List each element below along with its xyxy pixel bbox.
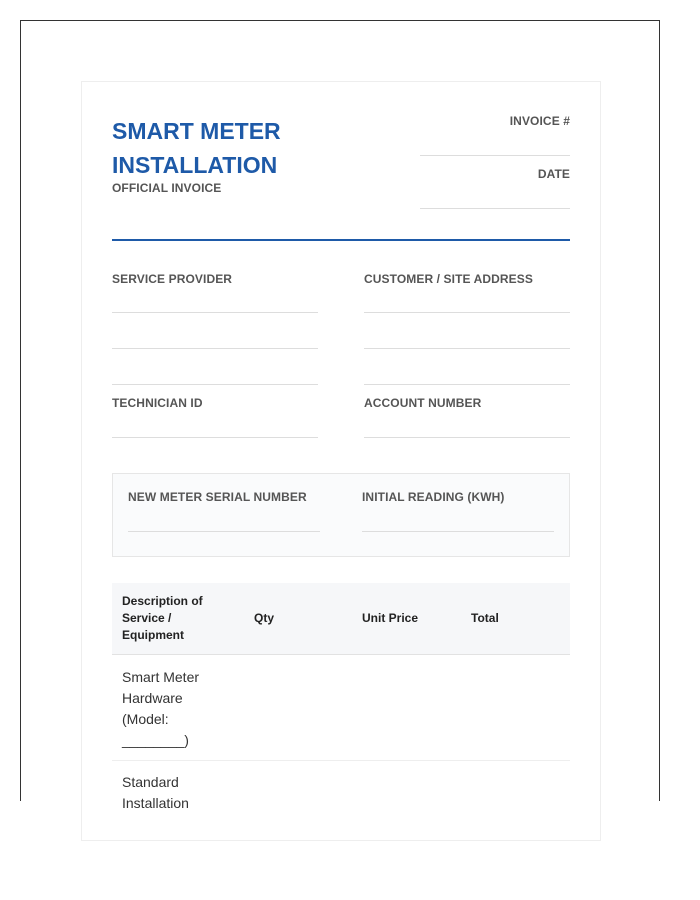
account-number-field[interactable] xyxy=(364,437,570,438)
service-provider-line-2[interactable] xyxy=(112,348,318,349)
column-header-total: Total xyxy=(471,611,499,625)
invoice-subtitle: OFFICIAL INVOICE xyxy=(112,181,222,195)
table-row-description: Standard Installation xyxy=(122,774,189,811)
date-label: DATE xyxy=(537,167,570,181)
invoice-page xyxy=(81,81,601,841)
date-field[interactable] xyxy=(420,208,570,209)
document-viewport[interactable] xyxy=(20,20,660,811)
serial-number-label: NEW METER SERIAL NUMBER xyxy=(128,490,307,504)
serial-number-field[interactable] xyxy=(128,531,320,532)
invoice-number-field[interactable] xyxy=(420,155,570,156)
customer-address-label: CUSTOMER / SITE ADDRESS xyxy=(364,272,533,286)
technician-id-field[interactable] xyxy=(112,437,318,438)
customer-address-line-1[interactable] xyxy=(364,312,570,313)
initial-reading-field[interactable] xyxy=(362,531,554,532)
invoice-title: SMART METER INSTALLATION xyxy=(112,118,281,178)
table-row-description: Smart Meter Hardware (Model: ________) xyxy=(122,669,200,748)
items-table-header xyxy=(112,583,570,655)
column-header-unit-price: Unit Price xyxy=(362,611,419,625)
customer-address-line-2[interactable] xyxy=(364,348,570,349)
customer-address-line-3[interactable] xyxy=(364,384,570,385)
invoice-number-label: INVOICE # xyxy=(509,114,570,128)
table-row-divider xyxy=(112,760,570,761)
service-provider-line-1[interactable] xyxy=(112,312,318,313)
service-provider-line-3[interactable] xyxy=(112,384,318,385)
header-divider xyxy=(112,239,570,241)
initial-reading-label: INITIAL READING (KWH) xyxy=(362,490,505,504)
meter-details-box xyxy=(112,473,570,557)
column-header-description: Description of Service / Equipment xyxy=(122,594,203,642)
column-header-qty: Qty xyxy=(254,611,275,625)
account-number-label: ACCOUNT NUMBER xyxy=(364,396,482,410)
service-provider-label: SERVICE PROVIDER xyxy=(112,272,233,286)
technician-id-label: TECHNICIAN ID xyxy=(112,396,203,410)
